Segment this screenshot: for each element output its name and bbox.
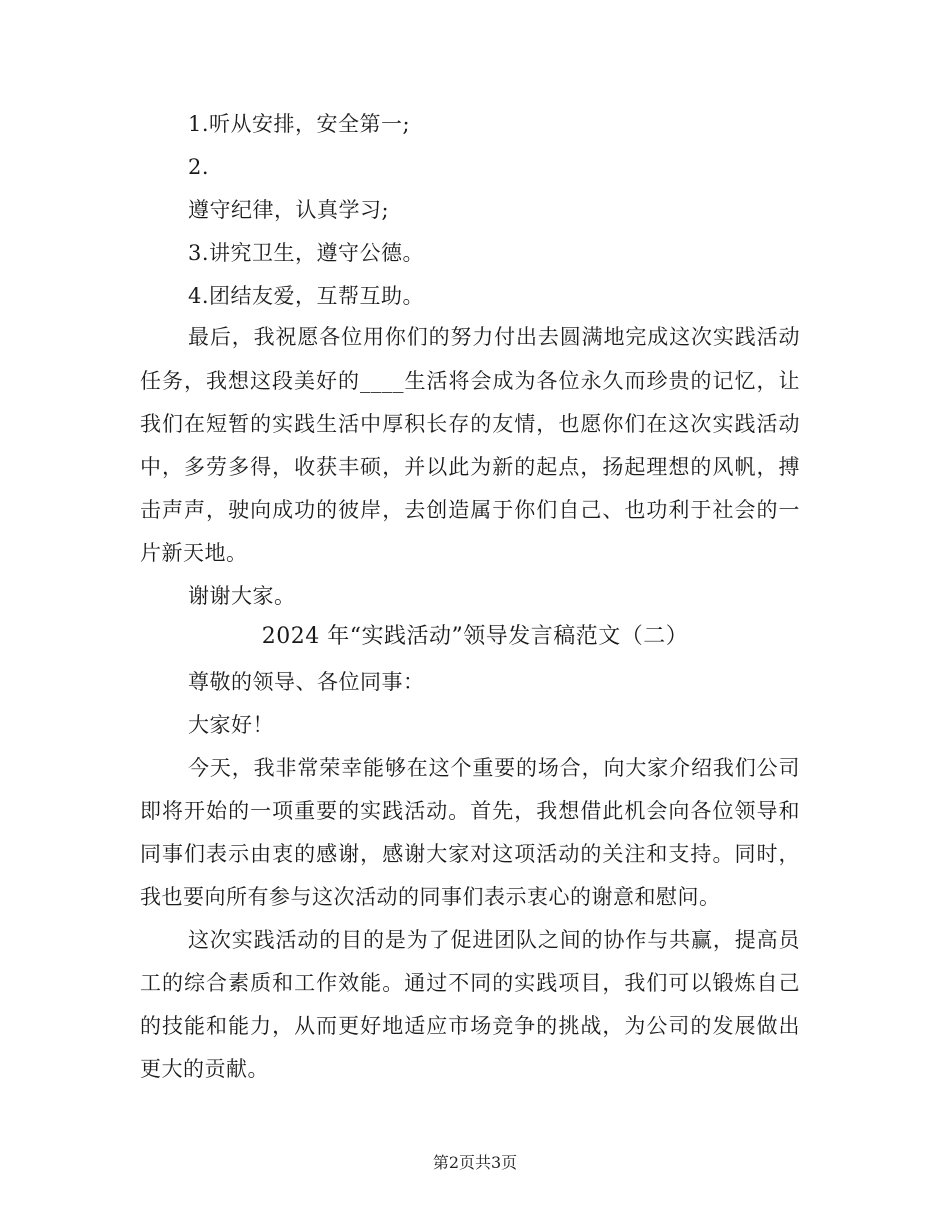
paragraph-line: 这次实践活动的目的是为了促进团队之间的协作与共赢，提高员 bbox=[188, 928, 800, 952]
paragraph-line: 我也要向所有参与这次活动的同事们表示衷心的谢意和慰问。 bbox=[140, 885, 721, 909]
paragraph-line: 中，多劳多得，收获丰硕，并以此为新的起点，扬起理想的风帆，搏 bbox=[140, 455, 800, 479]
paragraph-line: 即将开始的一项重要的实践活动。首先，我想借此机会向各位领导和 bbox=[140, 799, 800, 823]
list-item-2-text: 遵守纪律，认真学习; bbox=[188, 198, 390, 222]
list-item-3: 3.讲究卫生，遵守公德。 bbox=[188, 241, 425, 265]
paragraph-line: 的技能和能力，从而更好地适应市场竞争的挑战，为公司的发展做出 bbox=[140, 1014, 800, 1038]
paragraph-line: 击声声，驶向成功的彼岸，去创造属于你们自己、也功利于社会的一 bbox=[140, 498, 800, 522]
list-item-2-number: 2. bbox=[188, 155, 210, 179]
paragraph-line: 更大的贡献。 bbox=[140, 1057, 269, 1081]
list-item-4: 4.团结友爱，互帮互助。 bbox=[188, 284, 425, 308]
paragraph-line: 同事们表示由衷的感谢，感谢大家对这项活动的关注和支持。同时， bbox=[140, 842, 800, 866]
salutation: 尊敬的领导、各位同事： bbox=[188, 670, 425, 694]
closing-thanks: 谢谢大家。 bbox=[188, 584, 296, 608]
greeting: 大家好！ bbox=[188, 713, 274, 737]
paragraph-line: 片新天地。 bbox=[140, 541, 248, 565]
page-number: 第2页共3页 bbox=[432, 1153, 518, 1172]
section-title: 2024 年“实践活动”领导发言稿范文（二） bbox=[261, 624, 689, 649]
paragraph-line: 我们在短暂的实践生活中厚积长存的友情，也愿你们在这次实践活动 bbox=[140, 412, 800, 436]
paragraph-line: 今天，我非常荣幸能够在这个重要的场合，向大家介绍我们公司 bbox=[188, 756, 800, 780]
paragraph-line: 任务，我想这段美好的____生活将会成为各位永久而珍贵的记忆，让 bbox=[140, 369, 800, 393]
paragraph-line: 最后，我祝愿各位用你们的努力付出去圆满地完成这次实践活动 bbox=[188, 325, 800, 349]
paragraph-line: 工的综合素质和工作效能。通过不同的实践项目，我们可以锻炼自己 bbox=[140, 971, 800, 995]
list-item-1: 1.听从安排，安全第一; bbox=[188, 112, 411, 136]
